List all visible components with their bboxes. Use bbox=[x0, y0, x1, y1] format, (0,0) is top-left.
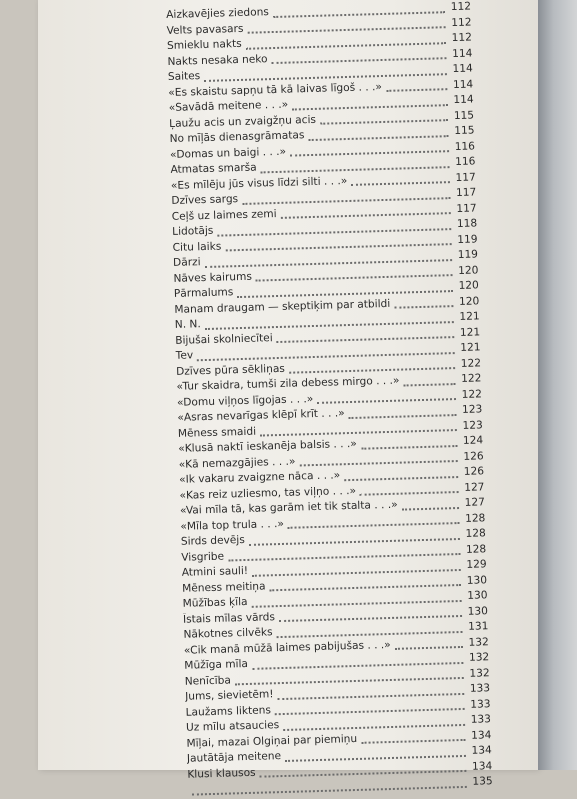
toc-entry-page-number: 128 bbox=[465, 527, 486, 540]
toc-entry-title: Mūžības ķīla bbox=[182, 595, 248, 610]
toc-entry-title: Dārzi bbox=[172, 256, 201, 269]
toc-entry-title: N. N. bbox=[174, 318, 201, 331]
toc-entry-title: Mūžīga mīla bbox=[184, 657, 249, 672]
toc-entry-page-number: 112 bbox=[451, 31, 473, 45]
toc-entry-title: «Kā nemazgājies . . .» bbox=[178, 455, 296, 471]
toc-entry-page-number: 116 bbox=[454, 139, 476, 153]
toc-entry-page-number: 133 bbox=[470, 713, 492, 726]
toc-entry-title: Citu laiks bbox=[172, 240, 222, 254]
toc-entry-title: Ļaužu acis un zvaigžņu acis bbox=[169, 113, 317, 130]
toc-entry-page-number: 131 bbox=[467, 620, 489, 633]
toc-entry-page-number: 130 bbox=[466, 573, 488, 587]
toc-entry-title: Mīļai, mazai Olgiņai par piemiņu bbox=[186, 732, 358, 750]
toc-entry-title: «Es skaistu sapņu tā kā laivas līgoš . . .» bbox=[168, 80, 383, 99]
dot-leader bbox=[317, 398, 456, 404]
toc-entry-title: Mēness smaidi bbox=[177, 425, 257, 440]
toc-entry-title: Tev bbox=[175, 349, 194, 362]
toc-entry-title: Mēness meitiņa bbox=[182, 579, 266, 595]
toc-entry-title: Jautātāja meitene bbox=[186, 750, 282, 765]
toc-entry-page-number: 112 bbox=[451, 15, 472, 29]
dot-leader bbox=[351, 181, 450, 186]
toc-entry-page-number: 114 bbox=[452, 62, 473, 76]
toc-entry-title: «Kas reiz uzliesmo, tas viļņo . . .» bbox=[179, 484, 357, 502]
toc-entry-page-number: 115 bbox=[454, 124, 475, 137]
toc-entry-page-number: 134 bbox=[471, 744, 492, 757]
toc-entry-title: Velts pavasars bbox=[166, 22, 244, 37]
toc-entry-page-number: 114 bbox=[451, 46, 473, 60]
toc-entry-page-number: 118 bbox=[456, 217, 478, 230]
toc-entry-title: «Vai mīla tā, kas garām iet tik stalta . . .» bbox=[179, 498, 398, 517]
toc-entry-title: Nenīcība bbox=[184, 673, 232, 688]
toc-entry-title: Bijušai skolniecītei bbox=[175, 331, 273, 347]
dot-leader bbox=[395, 646, 463, 650]
toc-entry-page-number: 116 bbox=[454, 155, 476, 168]
toc-entry-title: Laužams liktens bbox=[185, 703, 272, 719]
toc-entry-title: Īstais mīlas vārds bbox=[182, 610, 276, 626]
dot-leader bbox=[349, 414, 457, 419]
toc-entry-page-number: 135 bbox=[472, 775, 493, 788]
toc-entry-page-number: 134 bbox=[471, 759, 493, 773]
book-cover-edge bbox=[538, 0, 577, 770]
toc-entry-title: «Ik vakaru zvaigzne nāca . . .» bbox=[178, 469, 341, 486]
toc-entry-title: Atmatas smarša bbox=[170, 161, 257, 176]
toc-entry-title: Atmini sauli! bbox=[181, 564, 249, 579]
toc-entry-page-number: 115 bbox=[453, 108, 475, 122]
toc-entry-page-number: 130 bbox=[467, 589, 488, 602]
toc-entry-title: «Asras nevarīgas klēpī krīt . . .» bbox=[177, 407, 345, 424]
toc-entry-title: «Domas un baigi . . .» bbox=[169, 145, 287, 161]
toc-entry-page-number: 130 bbox=[467, 604, 489, 618]
dot-leader bbox=[386, 88, 447, 92]
dot-leader bbox=[402, 507, 459, 511]
toc-entry-title: Aizkavējies ziedons bbox=[166, 6, 270, 21]
toc-entry-page-number: 129 bbox=[466, 558, 487, 571]
toc-entry-page-number: 122 bbox=[461, 372, 482, 385]
toc-entry-page-number: 112 bbox=[450, 0, 472, 14]
toc-entry-page-number: 117 bbox=[455, 186, 477, 199]
toc-entry-title: Lidotājs bbox=[172, 224, 214, 238]
toc-entry-page-number: 120 bbox=[458, 279, 480, 292]
dot-leader bbox=[361, 445, 457, 450]
toc-entry-title: «Mīla top trula . . .» bbox=[180, 517, 285, 533]
dot-leader bbox=[309, 135, 449, 141]
toc-entry-page-number: 121 bbox=[459, 310, 480, 323]
toc-entry-page-number: 114 bbox=[453, 93, 474, 107]
toc-entry-page-number: 121 bbox=[460, 341, 481, 354]
toc-entry-page-number: 128 bbox=[464, 511, 486, 525]
dot-leader bbox=[361, 739, 465, 744]
toc-entry-title: Nakts nesaka neko bbox=[167, 52, 268, 68]
toc-entry-title: Dzīves pūra sēkliņas bbox=[175, 362, 286, 378]
toc-entry-title: No mīļās dienasgrāmatas bbox=[169, 129, 305, 145]
dot-leader bbox=[344, 476, 458, 481]
toc-entry-page-number: 126 bbox=[463, 465, 485, 478]
toc-entry-page-number: 117 bbox=[455, 170, 476, 184]
toc-entry-page-number: 122 bbox=[460, 356, 482, 370]
toc-entry-page-number: 123 bbox=[462, 418, 483, 432]
toc-entry-page-number: 123 bbox=[461, 403, 483, 416]
dot-leader bbox=[404, 383, 456, 386]
toc-entry-page-number: 126 bbox=[463, 449, 484, 463]
toc-entry-page-number: 132 bbox=[468, 651, 490, 664]
toc-entry-page-number: 120 bbox=[458, 263, 479, 277]
toc-entry-title: «Cik manā mūžā laimes pabijušas . . .» bbox=[183, 638, 391, 657]
toc-entry-title: «Klusā naktī ieskanēja balsis . . .» bbox=[178, 437, 357, 455]
toc-entry-page-number: 128 bbox=[465, 542, 487, 556]
toc-entry-page-number: 122 bbox=[461, 387, 483, 401]
toc-entry-page-number: 114 bbox=[452, 77, 474, 91]
toc-entry-page-number: 127 bbox=[464, 496, 486, 509]
book-page bbox=[38, 0, 538, 788]
toc-entry-page-number: 132 bbox=[469, 666, 490, 680]
table-of-contents bbox=[166, 0, 493, 799]
toc-entry-page-number: 117 bbox=[456, 201, 477, 215]
toc-entry-title: Sirds devējs bbox=[180, 534, 245, 548]
toc-entry-title: Nāves kairums bbox=[173, 270, 253, 285]
toc-entry-title: «Domu viļņos līgojas . . .» bbox=[176, 392, 314, 409]
dot-leader bbox=[360, 491, 459, 496]
dot-leader bbox=[394, 305, 453, 309]
toc-entry-title: Saites bbox=[167, 70, 201, 83]
toc-entry-page-number: 127 bbox=[464, 480, 485, 494]
toc-entry-title: Smieklu nakts bbox=[166, 37, 242, 52]
toc-entry-page-number: 132 bbox=[468, 635, 489, 649]
toc-entry-title: Manam draugam — skeptiķim par atbildi bbox=[174, 297, 391, 316]
toc-entry-title: «Tur skaidra, tumši zila debess mirgo . . .» bbox=[176, 374, 400, 393]
toc-entry-page-number: 119 bbox=[457, 248, 479, 261]
toc-entry-title: Dzīves sargs bbox=[171, 193, 239, 207]
toc-entry-page-number: 133 bbox=[469, 682, 491, 695]
toc-entry-title: Ceļš uz laimes zemi bbox=[171, 207, 277, 223]
toc-entry-title: Nākotnes cilvēks bbox=[183, 626, 273, 641]
toc-entry-title: «Savādā meitene . . .» bbox=[168, 98, 289, 114]
dot-leader bbox=[192, 786, 467, 796]
toc-entry-title: Visgribe bbox=[181, 550, 225, 564]
dot-leader bbox=[320, 119, 448, 125]
toc-entry-title: Klusi klausos bbox=[187, 766, 256, 781]
toc-entry-page-number: 124 bbox=[462, 434, 484, 447]
toc-entry-page-number: 133 bbox=[470, 697, 491, 711]
toc-entry-page-number: 134 bbox=[470, 728, 492, 742]
toc-entry-title: Jums, sievietēm! bbox=[185, 688, 274, 703]
toc-entry-title: «Es mīlēju jūs visus līdzi silti . . .» bbox=[170, 174, 348, 192]
toc-entry-page-number: 120 bbox=[458, 294, 480, 308]
toc-entry-title: Uz mīlu atsaucies bbox=[185, 719, 280, 734]
toc-entry-page-number: 121 bbox=[459, 325, 481, 339]
toc-entry-title: Pārmalums bbox=[173, 286, 234, 300]
toc-entry-page-number: 119 bbox=[457, 232, 478, 246]
